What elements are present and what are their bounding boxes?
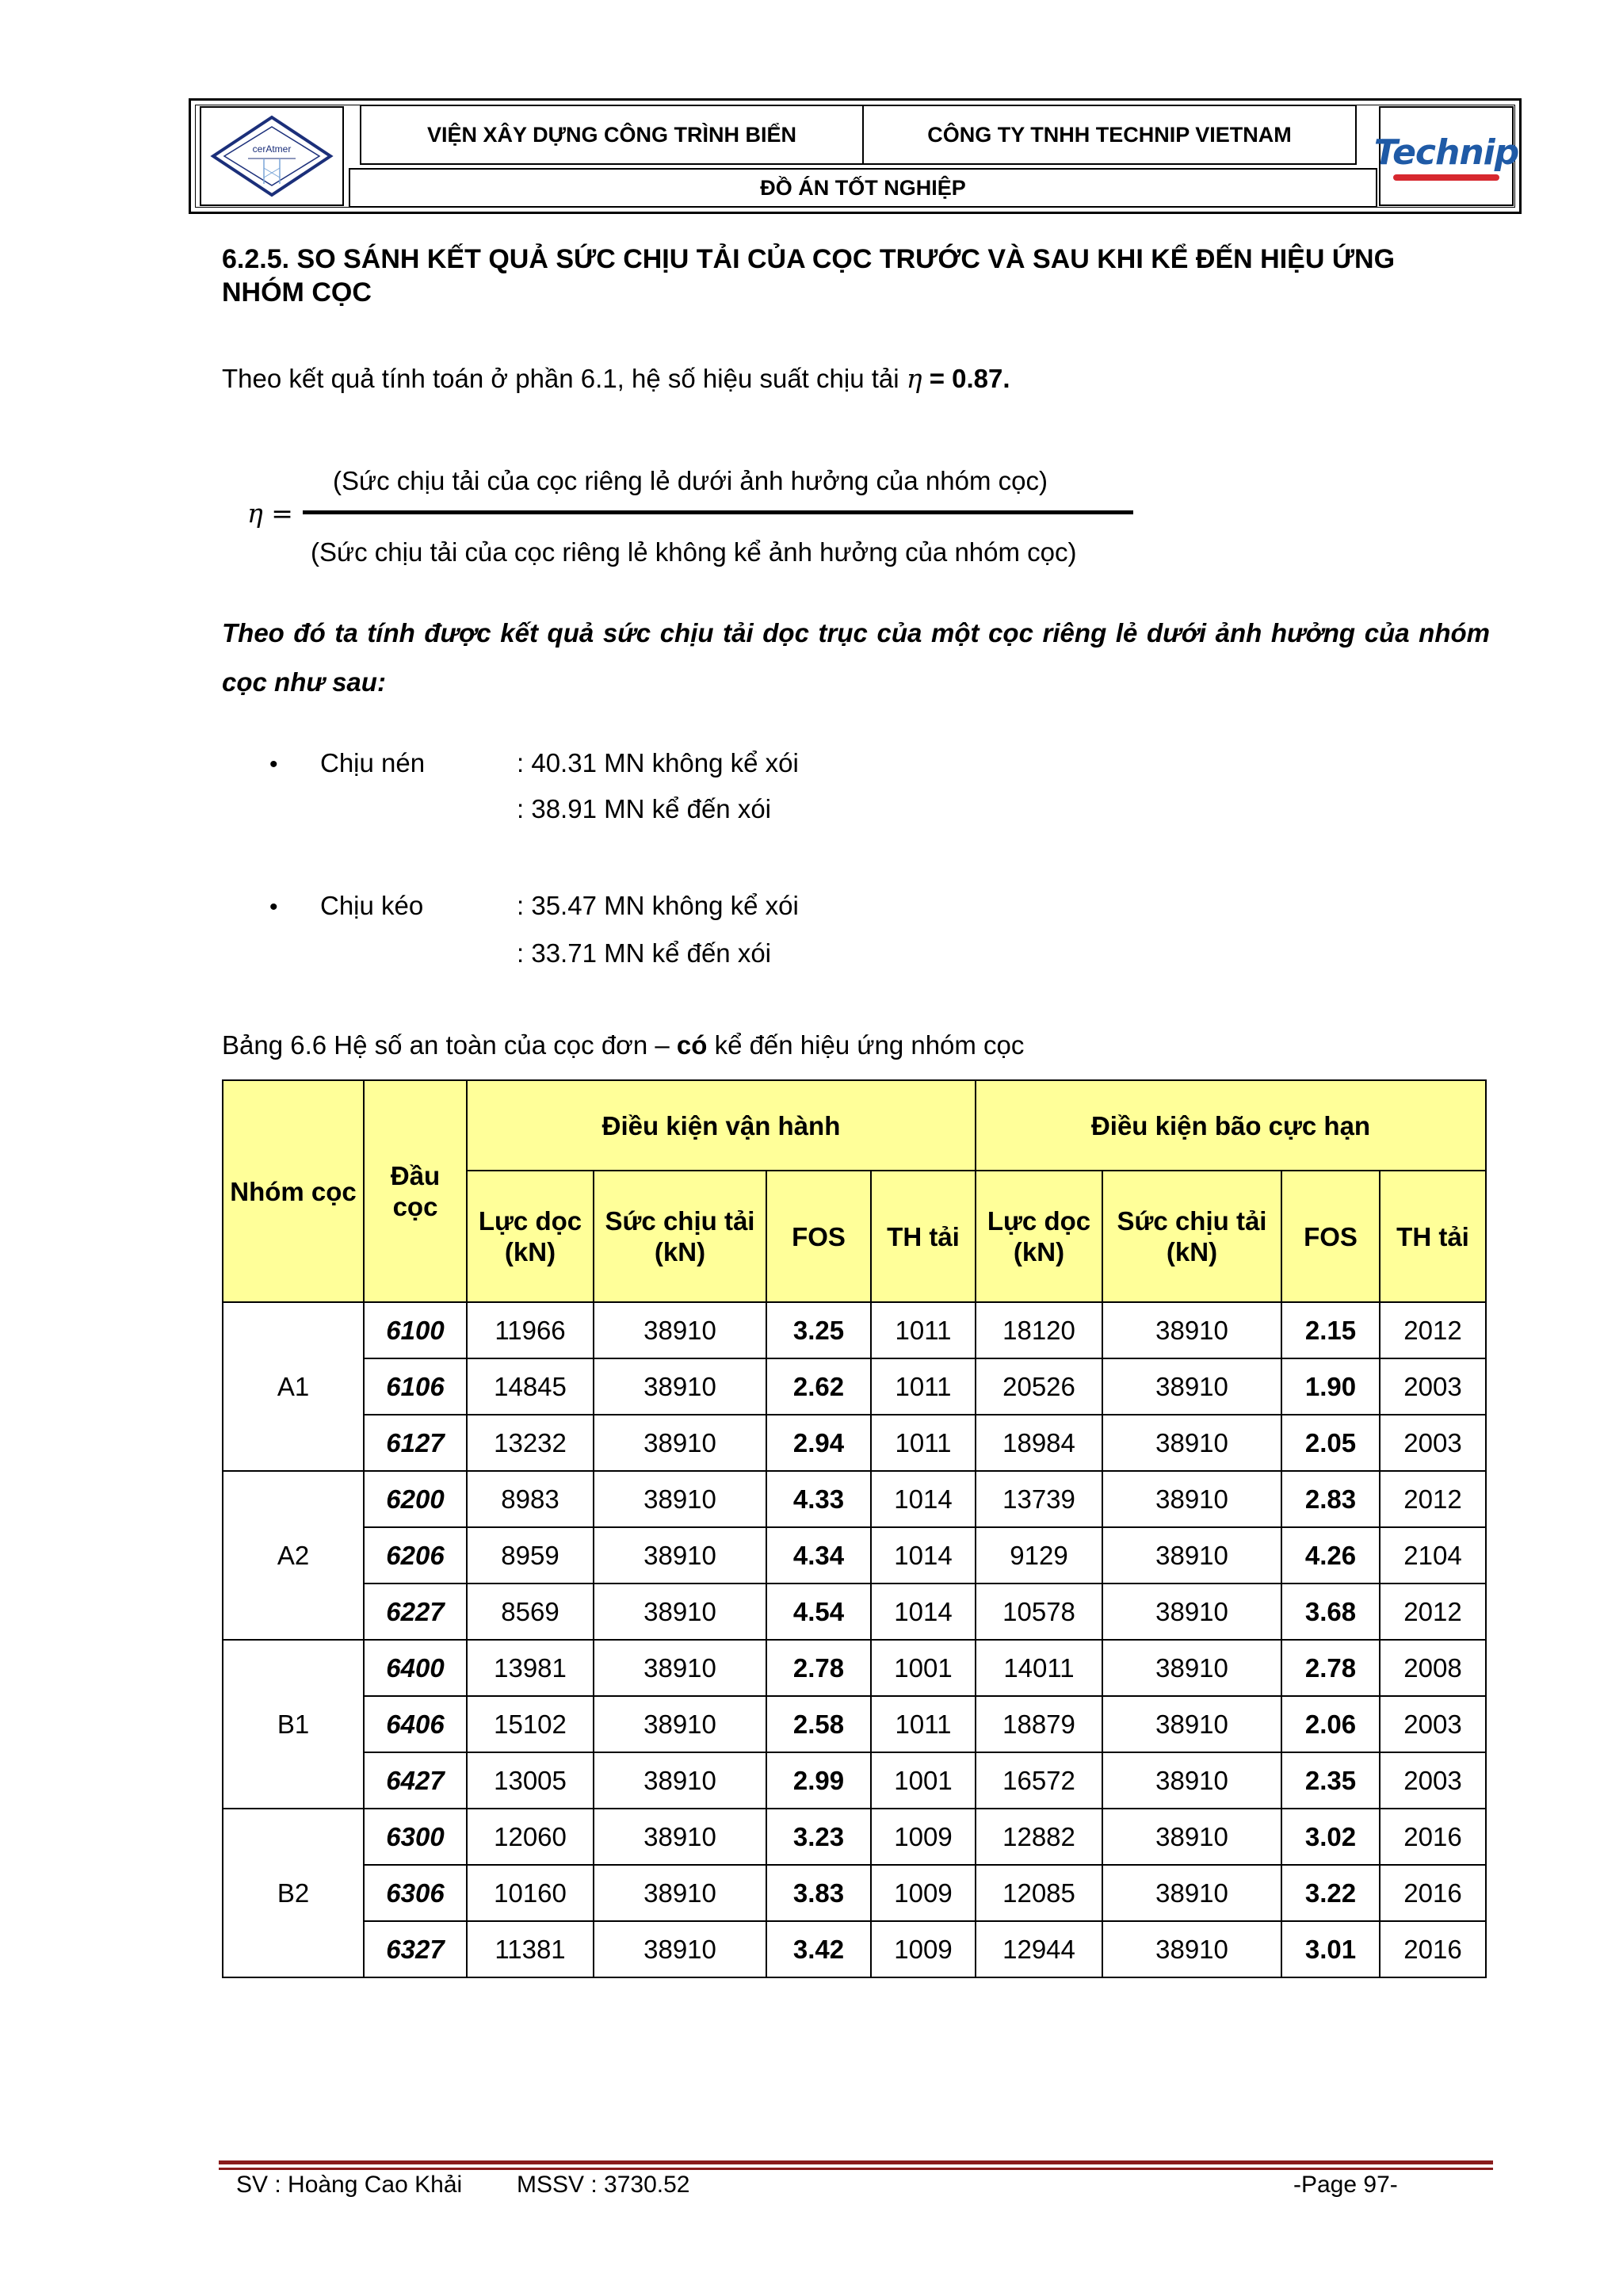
table-row — [223, 1865, 1486, 1921]
col-pile-header: Đầu cọc — [364, 1080, 467, 1302]
storm-capacity-cell: 38910 — [1102, 1527, 1281, 1584]
storm-axial-force-cell: 18879 — [976, 1696, 1102, 1752]
ceratmer-logo-icon — [208, 113, 335, 200]
storm-axial-force-cell: 13739 — [976, 1471, 1102, 1527]
op-loadcase-cell: 1014 — [871, 1527, 976, 1584]
op-loadcase-cell: 1011 — [871, 1302, 976, 1358]
table-row — [223, 1809, 1486, 1865]
capacity-tension-scour: : 33.71 MN kể đến xói — [517, 938, 772, 968]
fraction-bar — [303, 510, 1133, 514]
op-axial-force-cell: 11966 — [467, 1302, 594, 1358]
capacity-compression-no-scour: : 40.31 MN không kể xói — [517, 748, 799, 777]
op-loadcase-cell: 1009 — [871, 1809, 976, 1865]
pile-id-cell: 6200 — [364, 1471, 467, 1527]
technip-swoosh-icon — [1393, 174, 1499, 181]
op-fos-cell: 4.34 — [766, 1527, 871, 1584]
bullet-icon: • — [269, 751, 278, 777]
op-axial-force-cell: 14845 — [467, 1358, 594, 1415]
op-capacity-cell: 38910 — [594, 1809, 766, 1865]
storm-loadcase-cell: 2008 — [1380, 1640, 1486, 1696]
op-axial-force-cell: 8569 — [467, 1584, 594, 1640]
table-row — [223, 1752, 1486, 1809]
institute-logo — [200, 106, 344, 206]
header-doc-title: ĐỒ ÁN TỐT NGHIỆP — [349, 168, 1377, 208]
op-axial-force-cell: 13981 — [467, 1640, 594, 1696]
formula-lhs: η = — [247, 498, 293, 529]
op-axial-force-cell: 8959 — [467, 1527, 594, 1584]
storm-capacity-cell: 38910 — [1102, 1865, 1281, 1921]
col-loadcase-op: TH tải — [871, 1171, 976, 1302]
storm-loadcase-cell: 2012 — [1380, 1302, 1486, 1358]
storm-axial-force-cell: 14011 — [976, 1640, 1102, 1696]
table-row — [223, 1471, 1486, 1527]
op-axial-force-cell: 11381 — [467, 1921, 594, 1977]
fos-table — [222, 1079, 1487, 1978]
table-row — [223, 1640, 1486, 1696]
operating-condition-header: Điều kiện vận hành — [467, 1080, 976, 1171]
caption-prefix: Bảng 6.6 Hệ số an toàn của cọc đơn – — [222, 1030, 670, 1060]
pile-id-cell: 6300 — [364, 1809, 467, 1865]
storm-loadcase-cell: 2016 — [1380, 1865, 1486, 1921]
storm-capacity-cell: 38910 — [1102, 1696, 1281, 1752]
capacity-compression-scour: : 38.91 MN kể đến xói — [517, 794, 772, 823]
pile-id-cell: 6306 — [364, 1865, 467, 1921]
table-row — [223, 1921, 1486, 1977]
group-name-cell: A1 — [223, 1302, 364, 1471]
op-loadcase-cell: 1001 — [871, 1640, 976, 1696]
table-row — [223, 1415, 1486, 1471]
col-axial-force-storm: Lực dọc (kN) — [976, 1171, 1102, 1302]
header-institute: VIỆN XÂY DỰNG CÔNG TRÌNH BIỂN — [360, 105, 864, 165]
storm-fos-cell: 2.05 — [1281, 1415, 1380, 1471]
group-name-cell: A2 — [223, 1471, 364, 1640]
pile-id-cell: 6106 — [364, 1358, 467, 1415]
pile-id-cell: 6206 — [364, 1527, 467, 1584]
technip-logo-text: Technip — [1373, 132, 1519, 173]
table-row — [223, 1584, 1486, 1640]
table-row — [223, 1358, 1486, 1415]
footer-page-number: -Page 97- — [1293, 2172, 1398, 2198]
op-axial-force-cell: 15102 — [467, 1696, 594, 1752]
storm-fos-cell: 1.90 — [1281, 1358, 1380, 1415]
op-axial-force-cell: 12060 — [467, 1809, 594, 1865]
op-fos-cell: 3.42 — [766, 1921, 871, 1977]
op-loadcase-cell: 1009 — [871, 1921, 976, 1977]
op-capacity-cell: 38910 — [594, 1921, 766, 1977]
section-title: 6.2.5. SO SÁNH KẾT QUẢ SỨC CHỊU TẢI CỦA CỌC TRƯỚC VÀ SAU KHI KỂ ĐẾN HIỆU ỨNG NHÓM CỌC — [222, 244, 1396, 308]
storm-fos-cell: 3.01 — [1281, 1921, 1380, 1977]
pile-id-cell: 6227 — [364, 1584, 467, 1640]
storm-condition-header: Điều kiện bão cực hạn — [976, 1080, 1486, 1171]
col-group-header: Nhóm cọc — [223, 1080, 364, 1302]
pile-id-cell: 6406 — [364, 1696, 467, 1752]
op-capacity-cell: 38910 — [594, 1752, 766, 1809]
op-capacity-cell: 38910 — [594, 1302, 766, 1358]
eta-symbol: η — [906, 363, 922, 394]
op-fos-cell: 3.25 — [766, 1302, 871, 1358]
pile-id-cell: 6127 — [364, 1415, 467, 1471]
footer-student: SV : Hoàng Cao Khải — [236, 2172, 463, 2198]
op-loadcase-cell: 1014 — [871, 1584, 976, 1640]
op-fos-cell: 2.99 — [766, 1752, 871, 1809]
storm-fos-cell: 2.15 — [1281, 1302, 1380, 1358]
storm-axial-force-cell: 10578 — [976, 1584, 1102, 1640]
storm-capacity-cell: 38910 — [1102, 1809, 1281, 1865]
group-name-cell: B2 — [223, 1809, 364, 1977]
storm-loadcase-cell: 2016 — [1380, 1921, 1486, 1977]
op-fos-cell: 3.83 — [766, 1865, 871, 1921]
storm-capacity-cell: 38910 — [1102, 1752, 1281, 1809]
op-capacity-cell: 38910 — [594, 1865, 766, 1921]
op-loadcase-cell: 1011 — [871, 1358, 976, 1415]
col-fos-op: FOS — [766, 1171, 871, 1302]
company-logo — [1373, 106, 1519, 206]
storm-fos-cell: 2.06 — [1281, 1696, 1380, 1752]
formula-denominator: (Sức chịu tải của cọc riêng lẻ không kể ảnh hưởng của nhóm cọc) — [311, 537, 1077, 567]
table-caption — [222, 1030, 1024, 1060]
group-name-cell: B1 — [223, 1640, 364, 1809]
storm-fos-cell: 2.83 — [1281, 1471, 1380, 1527]
op-fos-cell: 3.23 — [766, 1809, 871, 1865]
op-capacity-cell: 38910 — [594, 1527, 766, 1584]
storm-capacity-cell: 38910 — [1102, 1471, 1281, 1527]
storm-capacity-cell: 38910 — [1102, 1640, 1281, 1696]
caption-suffix: kể đến hiệu ứng nhóm cọc — [714, 1030, 1025, 1060]
storm-loadcase-cell: 2016 — [1380, 1809, 1486, 1865]
intro-paragraph — [222, 363, 1010, 394]
op-loadcase-cell: 1001 — [871, 1752, 976, 1809]
storm-axial-force-cell: 16572 — [976, 1752, 1102, 1809]
pile-id-cell: 6400 — [364, 1640, 467, 1696]
storm-capacity-cell: 38910 — [1102, 1302, 1281, 1358]
op-loadcase-cell: 1014 — [871, 1471, 976, 1527]
op-capacity-cell: 38910 — [594, 1415, 766, 1471]
op-fos-cell: 2.94 — [766, 1415, 871, 1471]
op-capacity-cell: 38910 — [594, 1471, 766, 1527]
storm-fos-cell: 3.22 — [1281, 1865, 1380, 1921]
op-loadcase-cell: 1009 — [871, 1865, 976, 1921]
storm-axial-force-cell: 12882 — [976, 1809, 1102, 1865]
op-capacity-cell: 38910 — [594, 1584, 766, 1640]
op-loadcase-cell: 1011 — [871, 1696, 976, 1752]
capacity-label-compression: Chịu nén — [320, 748, 426, 777]
op-fos-cell: 4.54 — [766, 1584, 871, 1640]
footer-rule-thin — [219, 2168, 1493, 2170]
caption-bold: có — [676, 1030, 708, 1060]
op-fos-cell: 4.33 — [766, 1471, 871, 1527]
storm-fos-cell: 3.68 — [1281, 1584, 1380, 1640]
header-company: CÔNG TY TNHH TECHNIP VIETNAM — [862, 105, 1357, 165]
storm-loadcase-cell: 2012 — [1380, 1471, 1486, 1527]
table-row — [223, 1696, 1486, 1752]
storm-loadcase-cell: 2003 — [1380, 1358, 1486, 1415]
formula-numerator: (Sức chịu tải của cọc riêng lẻ dưới ảnh hưởng của nhóm cọc) — [333, 466, 1048, 495]
table-row — [223, 1527, 1486, 1584]
col-fos-storm: FOS — [1281, 1171, 1380, 1302]
logo-label: cerAtmer — [252, 143, 292, 155]
storm-axial-force-cell: 18984 — [976, 1415, 1102, 1471]
table-body — [223, 1302, 1486, 1977]
pile-id-cell: 6100 — [364, 1302, 467, 1358]
capacity-tension-no-scour: : 35.47 MN không kể xói — [517, 891, 799, 920]
storm-axial-force-cell: 12944 — [976, 1921, 1102, 1977]
eta-value: = 0.87. — [929, 364, 1010, 393]
storm-loadcase-cell: 2012 — [1380, 1584, 1486, 1640]
storm-axial-force-cell: 12085 — [976, 1865, 1102, 1921]
storm-loadcase-cell: 2003 — [1380, 1752, 1486, 1809]
storm-loadcase-cell: 2003 — [1380, 1696, 1486, 1752]
op-axial-force-cell: 8983 — [467, 1471, 594, 1527]
storm-axial-force-cell: 9129 — [976, 1527, 1102, 1584]
col-capacity-op: Sức chịu tải (kN) — [594, 1171, 766, 1302]
emphasis-paragraph: Theo đó ta tính được kết quả sức chịu tải dọc trục của một cọc riêng lẻ dưới ảnh hưởng của nhóm cọc như sau: — [222, 618, 1490, 697]
storm-fos-cell: 2.35 — [1281, 1752, 1380, 1809]
col-loadcase-storm: TH tải — [1380, 1171, 1486, 1302]
col-capacity-storm: Sức chịu tải (kN) — [1102, 1171, 1281, 1302]
storm-axial-force-cell: 20526 — [976, 1358, 1102, 1415]
storm-loadcase-cell: 2003 — [1380, 1415, 1486, 1471]
storm-capacity-cell: 38910 — [1102, 1358, 1281, 1415]
pile-id-cell: 6327 — [364, 1921, 467, 1977]
storm-capacity-cell: 38910 — [1102, 1921, 1281, 1977]
op-fos-cell: 2.78 — [766, 1640, 871, 1696]
op-capacity-cell: 38910 — [594, 1696, 766, 1752]
storm-axial-force-cell: 18120 — [976, 1302, 1102, 1358]
table-row — [223, 1302, 1486, 1358]
storm-capacity-cell: 38910 — [1102, 1584, 1281, 1640]
op-fos-cell: 2.62 — [766, 1358, 871, 1415]
footer-rule — [219, 2160, 1493, 2164]
capacity-label-tension: Chịu kéo — [320, 891, 424, 920]
op-capacity-cell: 38910 — [594, 1358, 766, 1415]
storm-fos-cell: 4.26 — [1281, 1527, 1380, 1584]
footer-student-id: MSSV : 3730.52 — [517, 2172, 690, 2198]
op-axial-force-cell: 10160 — [467, 1865, 594, 1921]
storm-fos-cell: 2.78 — [1281, 1640, 1380, 1696]
op-fos-cell: 2.58 — [766, 1696, 871, 1752]
col-axial-force-op: Lực dọc (kN) — [467, 1171, 594, 1302]
bullet-icon: • — [269, 894, 278, 920]
op-capacity-cell: 38910 — [594, 1640, 766, 1696]
op-axial-force-cell: 13232 — [467, 1415, 594, 1471]
storm-loadcase-cell: 2104 — [1380, 1527, 1486, 1584]
op-axial-force-cell: 13005 — [467, 1752, 594, 1809]
pile-id-cell: 6427 — [364, 1752, 467, 1809]
storm-fos-cell: 3.02 — [1281, 1809, 1380, 1865]
intro-text: Theo kết quả tính toán ở phần 6.1, hệ số hiệu suất chịu tải — [222, 364, 899, 393]
op-loadcase-cell: 1011 — [871, 1415, 976, 1471]
storm-capacity-cell: 38910 — [1102, 1415, 1281, 1471]
